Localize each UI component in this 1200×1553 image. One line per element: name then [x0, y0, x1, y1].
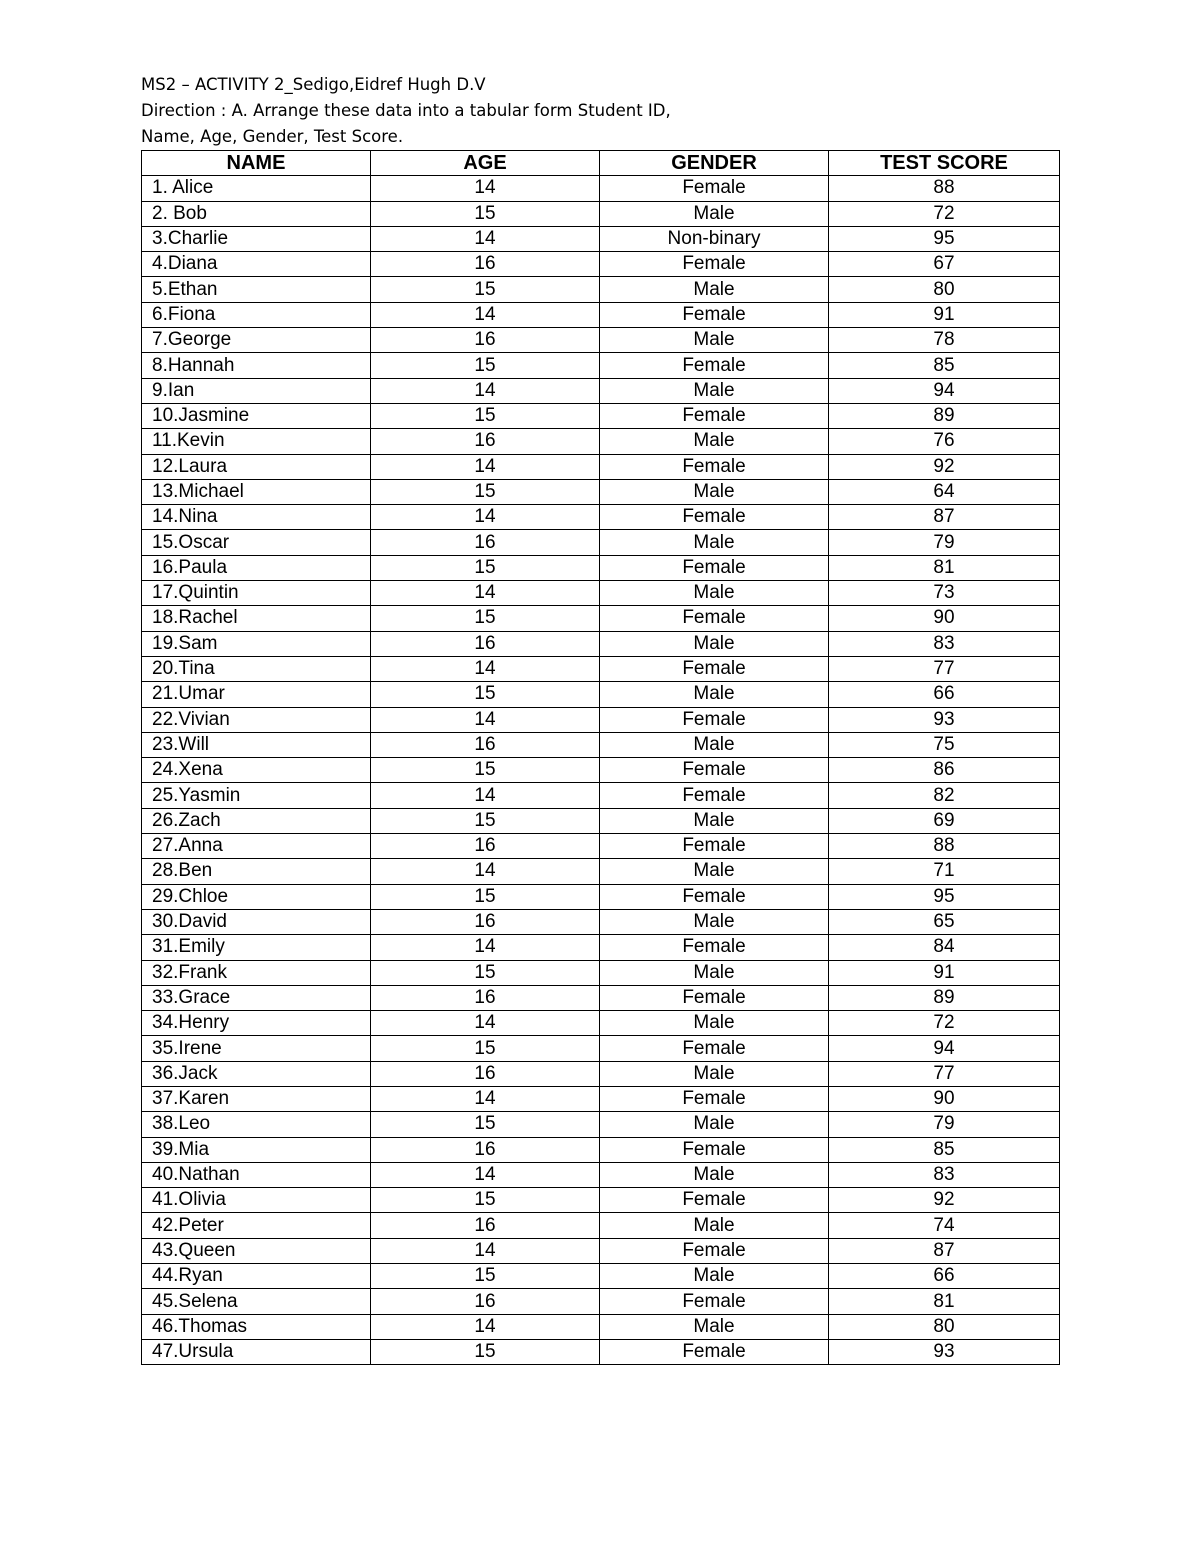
cell-gender: Male	[600, 378, 829, 403]
direction-line-1: Direction : A. Arrange these data into a tabular form Student ID,	[141, 101, 671, 120]
table-row	[142, 252, 1060, 277]
cell-test-score: 87	[829, 1238, 1060, 1263]
cell-test-score: 89	[829, 403, 1060, 428]
cell-test-score: 66	[829, 682, 1060, 707]
cell-name: 24.Xena	[142, 758, 371, 783]
cell-name: 43.Queen	[142, 1238, 371, 1263]
table-row	[142, 1036, 1060, 1061]
table-row	[142, 960, 1060, 985]
cell-gender: Female	[600, 353, 829, 378]
cell-name: 38.Leo	[142, 1112, 371, 1137]
cell-test-score: 74	[829, 1213, 1060, 1238]
table-row	[142, 226, 1060, 251]
table-row	[142, 1188, 1060, 1213]
header-name: NAME	[142, 151, 371, 176]
cell-name: 33.Grace	[142, 985, 371, 1010]
cell-gender: Female	[600, 505, 829, 530]
cell-name: 45.Selena	[142, 1289, 371, 1314]
cell-name: 6.Fiona	[142, 302, 371, 327]
cell-age: 16	[371, 909, 600, 934]
cell-name: 31.Emily	[142, 935, 371, 960]
cell-test-score: 87	[829, 505, 1060, 530]
cell-age: 14	[371, 1314, 600, 1339]
table-row	[142, 1289, 1060, 1314]
cell-age: 14	[371, 505, 600, 530]
cell-gender: Female	[600, 302, 829, 327]
cell-age: 14	[371, 378, 600, 403]
cell-gender: Female	[600, 656, 829, 681]
cell-name: 42.Peter	[142, 1213, 371, 1238]
table-row	[142, 378, 1060, 403]
document-title: MS2 – ACTIVITY 2_Sedigo,Eidref Hugh D.V	[141, 75, 486, 94]
cell-age: 16	[371, 530, 600, 555]
cell-age: 15	[371, 808, 600, 833]
cell-age: 14	[371, 783, 600, 808]
cell-name: 16.Paula	[142, 555, 371, 580]
table-row	[142, 834, 1060, 859]
table-row	[142, 1314, 1060, 1339]
cell-name: 21.Umar	[142, 682, 371, 707]
cell-name: 13.Michael	[142, 479, 371, 504]
cell-name: 41.Olivia	[142, 1188, 371, 1213]
cell-age: 16	[371, 328, 600, 353]
cell-gender: Male	[600, 328, 829, 353]
cell-age: 15	[371, 555, 600, 580]
cell-age: 14	[371, 581, 600, 606]
cell-name: 39.Mia	[142, 1137, 371, 1162]
cell-name: 10.Jasmine	[142, 403, 371, 428]
table-row	[142, 429, 1060, 454]
cell-gender: Male	[600, 1264, 829, 1289]
cell-gender: Male	[600, 732, 829, 757]
cell-test-score: 71	[829, 859, 1060, 884]
cell-test-score: 67	[829, 252, 1060, 277]
table-row	[142, 1086, 1060, 1111]
cell-age: 16	[371, 732, 600, 757]
cell-test-score: 77	[829, 656, 1060, 681]
cell-age: 14	[371, 302, 600, 327]
cell-test-score: 83	[829, 1162, 1060, 1187]
cell-gender: Female	[600, 1137, 829, 1162]
cell-gender: Male	[600, 1162, 829, 1187]
table-row	[142, 1011, 1060, 1036]
cell-gender: Male	[600, 1213, 829, 1238]
cell-name: 25.Yasmin	[142, 783, 371, 808]
table-row	[142, 859, 1060, 884]
table-row	[142, 783, 1060, 808]
table-row	[142, 732, 1060, 757]
cell-gender: Male	[600, 909, 829, 934]
cell-gender: Male	[600, 1314, 829, 1339]
table-row	[142, 505, 1060, 530]
cell-name: 11.Kevin	[142, 429, 371, 454]
cell-age: 16	[371, 1061, 600, 1086]
cell-name: 46.Thomas	[142, 1314, 371, 1339]
cell-test-score: 94	[829, 1036, 1060, 1061]
table-row	[142, 277, 1060, 302]
cell-name: 26.Zach	[142, 808, 371, 833]
table-row	[142, 909, 1060, 934]
cell-name: 30.David	[142, 909, 371, 934]
cell-age: 14	[371, 454, 600, 479]
cell-gender: Female	[600, 555, 829, 580]
cell-gender: Male	[600, 859, 829, 884]
table-row	[142, 176, 1060, 201]
cell-name: 1. Alice	[142, 176, 371, 201]
cell-test-score: 82	[829, 783, 1060, 808]
cell-gender: Male	[600, 581, 829, 606]
cell-age: 16	[371, 252, 600, 277]
cell-name: 37.Karen	[142, 1086, 371, 1111]
table-row	[142, 1238, 1060, 1263]
cell-age: 14	[371, 226, 600, 251]
cell-test-score: 80	[829, 1314, 1060, 1339]
cell-gender: Male	[600, 960, 829, 985]
cell-age: 14	[371, 859, 600, 884]
cell-age: 15	[371, 201, 600, 226]
student-scores-table	[141, 150, 1060, 1365]
cell-name: 12.Laura	[142, 454, 371, 479]
cell-age: 15	[371, 1339, 600, 1364]
cell-gender: Female	[600, 403, 829, 428]
cell-age: 15	[371, 1112, 600, 1137]
cell-test-score: 79	[829, 530, 1060, 555]
cell-gender: Male	[600, 201, 829, 226]
cell-test-score: 64	[829, 479, 1060, 504]
header-age: AGE	[371, 151, 600, 176]
cell-age: 14	[371, 935, 600, 960]
cell-age: 16	[371, 985, 600, 1010]
cell-gender: Female	[600, 252, 829, 277]
cell-test-score: 93	[829, 707, 1060, 732]
cell-name: 15.Oscar	[142, 530, 371, 555]
cell-name: 40.Nathan	[142, 1162, 371, 1187]
cell-age: 15	[371, 1036, 600, 1061]
cell-age: 15	[371, 403, 600, 428]
table-row	[142, 1137, 1060, 1162]
cell-test-score: 72	[829, 201, 1060, 226]
cell-test-score: 86	[829, 758, 1060, 783]
table-row	[142, 1213, 1060, 1238]
table-row	[142, 758, 1060, 783]
cell-test-score: 84	[829, 935, 1060, 960]
header-row	[142, 151, 1060, 176]
cell-test-score: 73	[829, 581, 1060, 606]
cell-gender: Female	[600, 758, 829, 783]
cell-name: 36.Jack	[142, 1061, 371, 1086]
cell-name: 8.Hannah	[142, 353, 371, 378]
cell-age: 16	[371, 1137, 600, 1162]
cell-test-score: 81	[829, 1289, 1060, 1314]
cell-test-score: 90	[829, 1086, 1060, 1111]
cell-gender: Female	[600, 935, 829, 960]
cell-age: 15	[371, 758, 600, 783]
cell-gender: Female	[600, 176, 829, 201]
cell-age: 14	[371, 176, 600, 201]
cell-gender: Female	[600, 606, 829, 631]
cell-gender: Female	[600, 783, 829, 808]
cell-age: 14	[371, 1086, 600, 1111]
cell-name: 3.Charlie	[142, 226, 371, 251]
cell-test-score: 93	[829, 1339, 1060, 1364]
cell-test-score: 78	[829, 328, 1060, 353]
cell-test-score: 76	[829, 429, 1060, 454]
table-row	[142, 606, 1060, 631]
table-row	[142, 1112, 1060, 1137]
table-row	[142, 985, 1060, 1010]
table-row	[142, 403, 1060, 428]
cell-gender: Male	[600, 530, 829, 555]
cell-age: 16	[371, 1289, 600, 1314]
table-row	[142, 884, 1060, 909]
cell-name: 20.Tina	[142, 656, 371, 681]
cell-name: 9.Ian	[142, 378, 371, 403]
table-body	[142, 176, 1060, 1365]
cell-name: 7.George	[142, 328, 371, 353]
cell-name: 34.Henry	[142, 1011, 371, 1036]
cell-age: 15	[371, 1264, 600, 1289]
cell-gender: Male	[600, 277, 829, 302]
cell-name: 29.Chloe	[142, 884, 371, 909]
table-header	[142, 151, 1060, 176]
cell-test-score: 80	[829, 277, 1060, 302]
cell-gender: Female	[600, 834, 829, 859]
cell-test-score: 85	[829, 353, 1060, 378]
cell-name: 32.Frank	[142, 960, 371, 985]
cell-test-score: 92	[829, 454, 1060, 479]
cell-test-score: 66	[829, 1264, 1060, 1289]
cell-gender: Female	[600, 1188, 829, 1213]
cell-test-score: 75	[829, 732, 1060, 757]
table-row	[142, 555, 1060, 580]
cell-name: 22.Vivian	[142, 707, 371, 732]
cell-test-score: 91	[829, 960, 1060, 985]
cell-gender: Non-binary	[600, 226, 829, 251]
cell-age: 16	[371, 1213, 600, 1238]
cell-test-score: 77	[829, 1061, 1060, 1086]
cell-gender: Female	[600, 1086, 829, 1111]
cell-age: 14	[371, 656, 600, 681]
cell-test-score: 65	[829, 909, 1060, 934]
table-row	[142, 454, 1060, 479]
cell-test-score: 79	[829, 1112, 1060, 1137]
direction-line-2: Name, Age, Gender, Test Score.	[141, 127, 404, 146]
cell-gender: Female	[600, 1289, 829, 1314]
cell-age: 15	[371, 277, 600, 302]
cell-test-score: 89	[829, 985, 1060, 1010]
cell-age: 15	[371, 1188, 600, 1213]
cell-name: 27.Anna	[142, 834, 371, 859]
table-row	[142, 707, 1060, 732]
cell-age: 15	[371, 353, 600, 378]
table-row	[142, 631, 1060, 656]
cell-gender: Female	[600, 985, 829, 1010]
cell-test-score: 88	[829, 176, 1060, 201]
table-row	[142, 530, 1060, 555]
cell-name: 5.Ethan	[142, 277, 371, 302]
cell-gender: Male	[600, 479, 829, 504]
cell-test-score: 94	[829, 378, 1060, 403]
cell-age: 15	[371, 479, 600, 504]
cell-age: 15	[371, 606, 600, 631]
cell-gender: Male	[600, 1061, 829, 1086]
cell-gender: Female	[600, 1036, 829, 1061]
cell-test-score: 88	[829, 834, 1060, 859]
table-row	[142, 328, 1060, 353]
header-test-score: TEST SCORE	[829, 151, 1060, 176]
cell-name: 17.Quintin	[142, 581, 371, 606]
table-row	[142, 353, 1060, 378]
cell-test-score: 95	[829, 226, 1060, 251]
cell-gender: Female	[600, 707, 829, 732]
table-row	[142, 808, 1060, 833]
cell-name: 19.Sam	[142, 631, 371, 656]
cell-name: 47.Ursula	[142, 1339, 371, 1364]
cell-test-score: 69	[829, 808, 1060, 833]
cell-name: 23.Will	[142, 732, 371, 757]
cell-test-score: 95	[829, 884, 1060, 909]
cell-age: 14	[371, 1162, 600, 1187]
cell-age: 14	[371, 707, 600, 732]
cell-age: 16	[371, 631, 600, 656]
cell-age: 16	[371, 429, 600, 454]
cell-test-score: 90	[829, 606, 1060, 631]
cell-name: 35.Irene	[142, 1036, 371, 1061]
cell-gender: Female	[600, 1339, 829, 1364]
cell-name: 2. Bob	[142, 201, 371, 226]
cell-gender: Male	[600, 429, 829, 454]
cell-age: 14	[371, 1238, 600, 1263]
cell-name: 4.Diana	[142, 252, 371, 277]
cell-age: 14	[371, 1011, 600, 1036]
cell-test-score: 91	[829, 302, 1060, 327]
cell-age: 15	[371, 682, 600, 707]
table-row	[142, 935, 1060, 960]
cell-gender: Male	[600, 631, 829, 656]
cell-gender: Female	[600, 1238, 829, 1263]
cell-gender: Male	[600, 1011, 829, 1036]
header-gender: GENDER	[600, 151, 829, 176]
cell-test-score: 92	[829, 1188, 1060, 1213]
cell-gender: Female	[600, 454, 829, 479]
table-row	[142, 1162, 1060, 1187]
cell-test-score: 85	[829, 1137, 1060, 1162]
cell-test-score: 83	[829, 631, 1060, 656]
table-row	[142, 479, 1060, 504]
table-row	[142, 1264, 1060, 1289]
cell-name: 44.Ryan	[142, 1264, 371, 1289]
table-row	[142, 656, 1060, 681]
table-row	[142, 1061, 1060, 1086]
cell-gender: Female	[600, 884, 829, 909]
cell-age: 16	[371, 834, 600, 859]
cell-age: 15	[371, 884, 600, 909]
table-row	[142, 581, 1060, 606]
table-row	[142, 682, 1060, 707]
cell-name: 18.Rachel	[142, 606, 371, 631]
cell-test-score: 81	[829, 555, 1060, 580]
cell-name: 28.Ben	[142, 859, 371, 884]
document-header	[141, 72, 1061, 150]
cell-gender: Male	[600, 808, 829, 833]
cell-gender: Male	[600, 682, 829, 707]
table-row	[142, 1339, 1060, 1364]
cell-age: 15	[371, 960, 600, 985]
cell-name: 14.Nina	[142, 505, 371, 530]
cell-gender: Male	[600, 1112, 829, 1137]
table-row	[142, 201, 1060, 226]
cell-test-score: 72	[829, 1011, 1060, 1036]
table-row	[142, 302, 1060, 327]
